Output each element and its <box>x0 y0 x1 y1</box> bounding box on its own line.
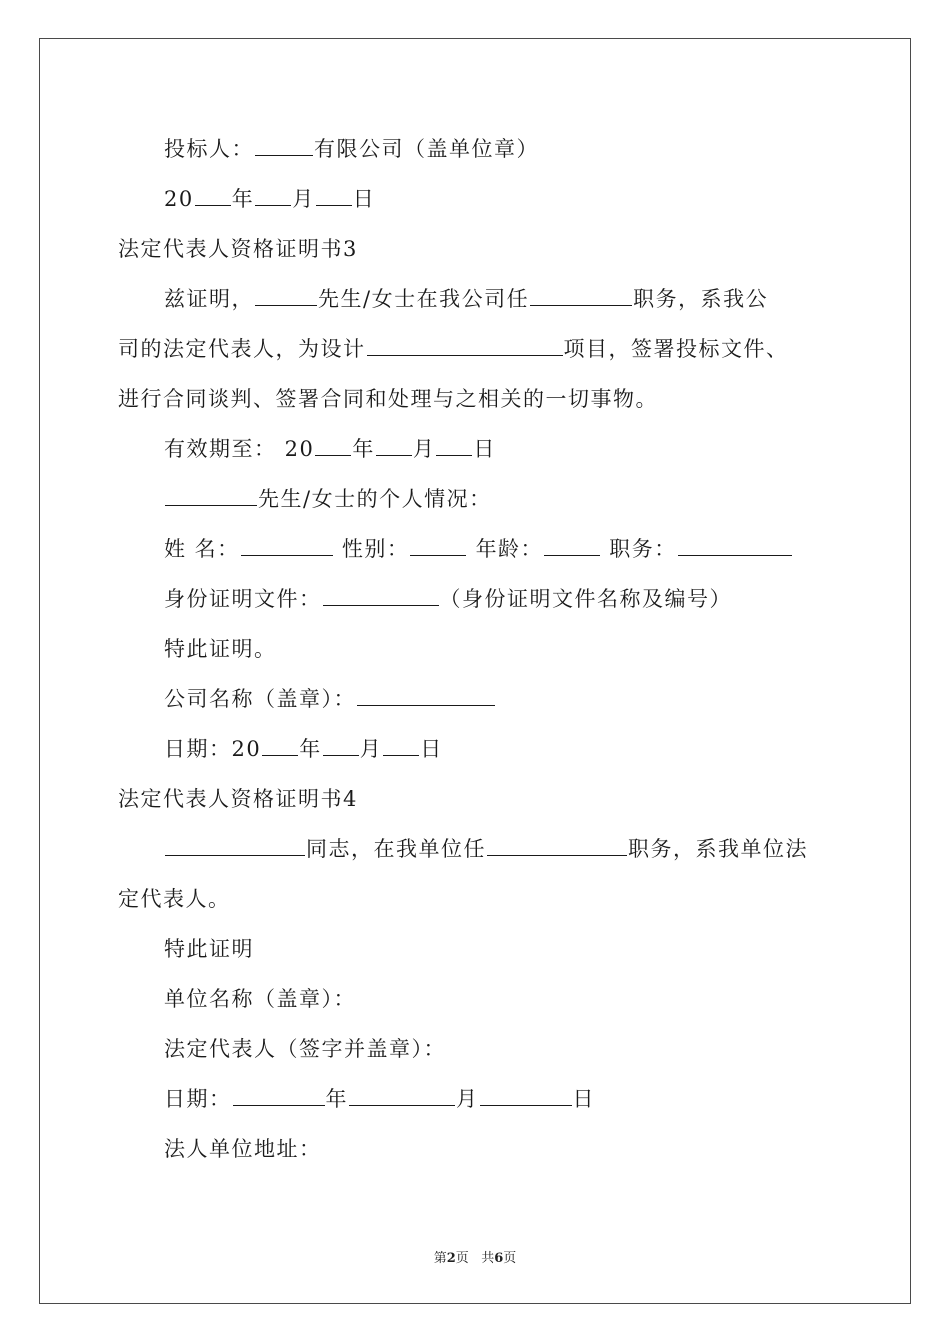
paragraph-line <box>118 324 838 374</box>
section-heading-4: 法定代表人资格证明书4 <box>118 787 358 811</box>
page-footer <box>0 1247 950 1266</box>
blank-field[interactable] <box>530 283 632 306</box>
blank-field[interactable] <box>357 683 495 706</box>
text: 投标人： <box>164 137 254 161</box>
text: 月 <box>456 1087 479 1111</box>
id-document-line <box>118 574 838 624</box>
text: 性别： <box>341 537 410 561</box>
certify-line: 特此证明。 <box>164 637 277 661</box>
paragraph-line <box>118 274 838 324</box>
text: 年 <box>299 737 322 761</box>
blank-field[interactable] <box>367 333 563 356</box>
text: 年 <box>352 437 375 461</box>
blank-field[interactable] <box>544 533 600 556</box>
blank-field[interactable] <box>349 1083 455 1106</box>
blank-field[interactable] <box>233 1083 325 1106</box>
total-pages: 6 <box>494 1251 504 1266</box>
date-line <box>118 1074 838 1124</box>
text: 公司名称（盖章）： <box>164 687 356 711</box>
blank-field[interactable] <box>383 733 419 756</box>
text: （身份证明文件名称及编号） <box>439 587 732 611</box>
address-line: 法人单位地址： <box>164 1137 322 1161</box>
blank-field[interactable] <box>316 183 352 206</box>
text: 身份证明文件： <box>164 587 322 611</box>
text: 日期： <box>164 1087 232 1111</box>
company-name-line <box>118 674 838 724</box>
text: 项目，签署投标文件、 <box>563 337 789 361</box>
blank-field[interactable] <box>436 433 472 456</box>
validity-line <box>118 424 838 474</box>
text: 有限公司（盖单位章） <box>314 137 539 161</box>
text: 先生/女士在我公司任 <box>318 287 530 311</box>
document-body <box>118 124 838 1174</box>
text: 页 <box>503 1251 517 1266</box>
text: 有效期至： 20 <box>164 437 315 461</box>
personal-info-heading <box>118 474 838 524</box>
blank-field[interactable] <box>255 133 313 156</box>
text: 职务： <box>609 537 677 561</box>
paragraph-line: 进行合同谈判、签署合同和处理与之相关的一切事物。 <box>118 387 658 411</box>
text: 日 <box>473 437 496 461</box>
blank-field[interactable] <box>165 483 257 506</box>
text: 月 <box>359 737 383 761</box>
unit-name-line: 单位名称（盖章）： <box>164 987 356 1011</box>
blank-field[interactable] <box>165 833 305 856</box>
blank-field[interactable] <box>315 433 351 456</box>
paragraph-line: 定代表人。 <box>118 887 231 911</box>
date-line <box>118 724 838 774</box>
text: 共 <box>481 1251 495 1266</box>
page-number: 2 <box>446 1251 456 1266</box>
text: 月 <box>412 437 436 461</box>
text: 年龄： <box>475 537 544 561</box>
blank-field[interactable] <box>480 1083 572 1106</box>
blank-field[interactable] <box>376 433 412 456</box>
paragraph-line <box>118 824 838 874</box>
text: 年 <box>231 187 255 211</box>
text: 兹证明， <box>164 287 254 311</box>
blank-field[interactable] <box>255 283 317 306</box>
blank-field[interactable] <box>678 533 792 556</box>
date-line <box>118 174 838 224</box>
text: 司的法定代表人，为设计 <box>118 337 366 361</box>
blank-field[interactable] <box>410 533 466 556</box>
personal-info-line <box>118 524 838 574</box>
text: 月 <box>292 187 315 211</box>
blank-field[interactable] <box>323 733 359 756</box>
text: 日 <box>352 187 376 211</box>
text: 同志，在我单位任 <box>306 837 486 861</box>
text: 20 <box>164 187 194 211</box>
text: 职务，系我公 <box>633 287 769 311</box>
text: 姓 名： <box>164 537 240 561</box>
legal-rep-sign-line: 法定代表人（签字并盖章）： <box>164 1037 446 1061</box>
certify-line: 特此证明 <box>164 937 254 961</box>
text: 先生/女士的个人情况： <box>258 487 492 511</box>
blank-field[interactable] <box>487 833 627 856</box>
text: 日 <box>420 737 443 761</box>
text: 日期：20 <box>164 737 262 761</box>
blank-field[interactable] <box>241 533 333 556</box>
text: 日 <box>572 1087 595 1111</box>
section-heading-3: 法定代表人资格证明书3 <box>118 237 358 261</box>
blank-field[interactable] <box>323 583 439 606</box>
text: 职务，系我单位法 <box>628 837 808 861</box>
bidder-line <box>118 124 838 174</box>
text: 页 <box>455 1251 469 1266</box>
blank-field[interactable] <box>255 183 291 206</box>
blank-field[interactable] <box>262 733 298 756</box>
blank-field[interactable] <box>195 183 231 206</box>
text: 第 <box>433 1251 447 1266</box>
text: 年 <box>325 1087 348 1111</box>
